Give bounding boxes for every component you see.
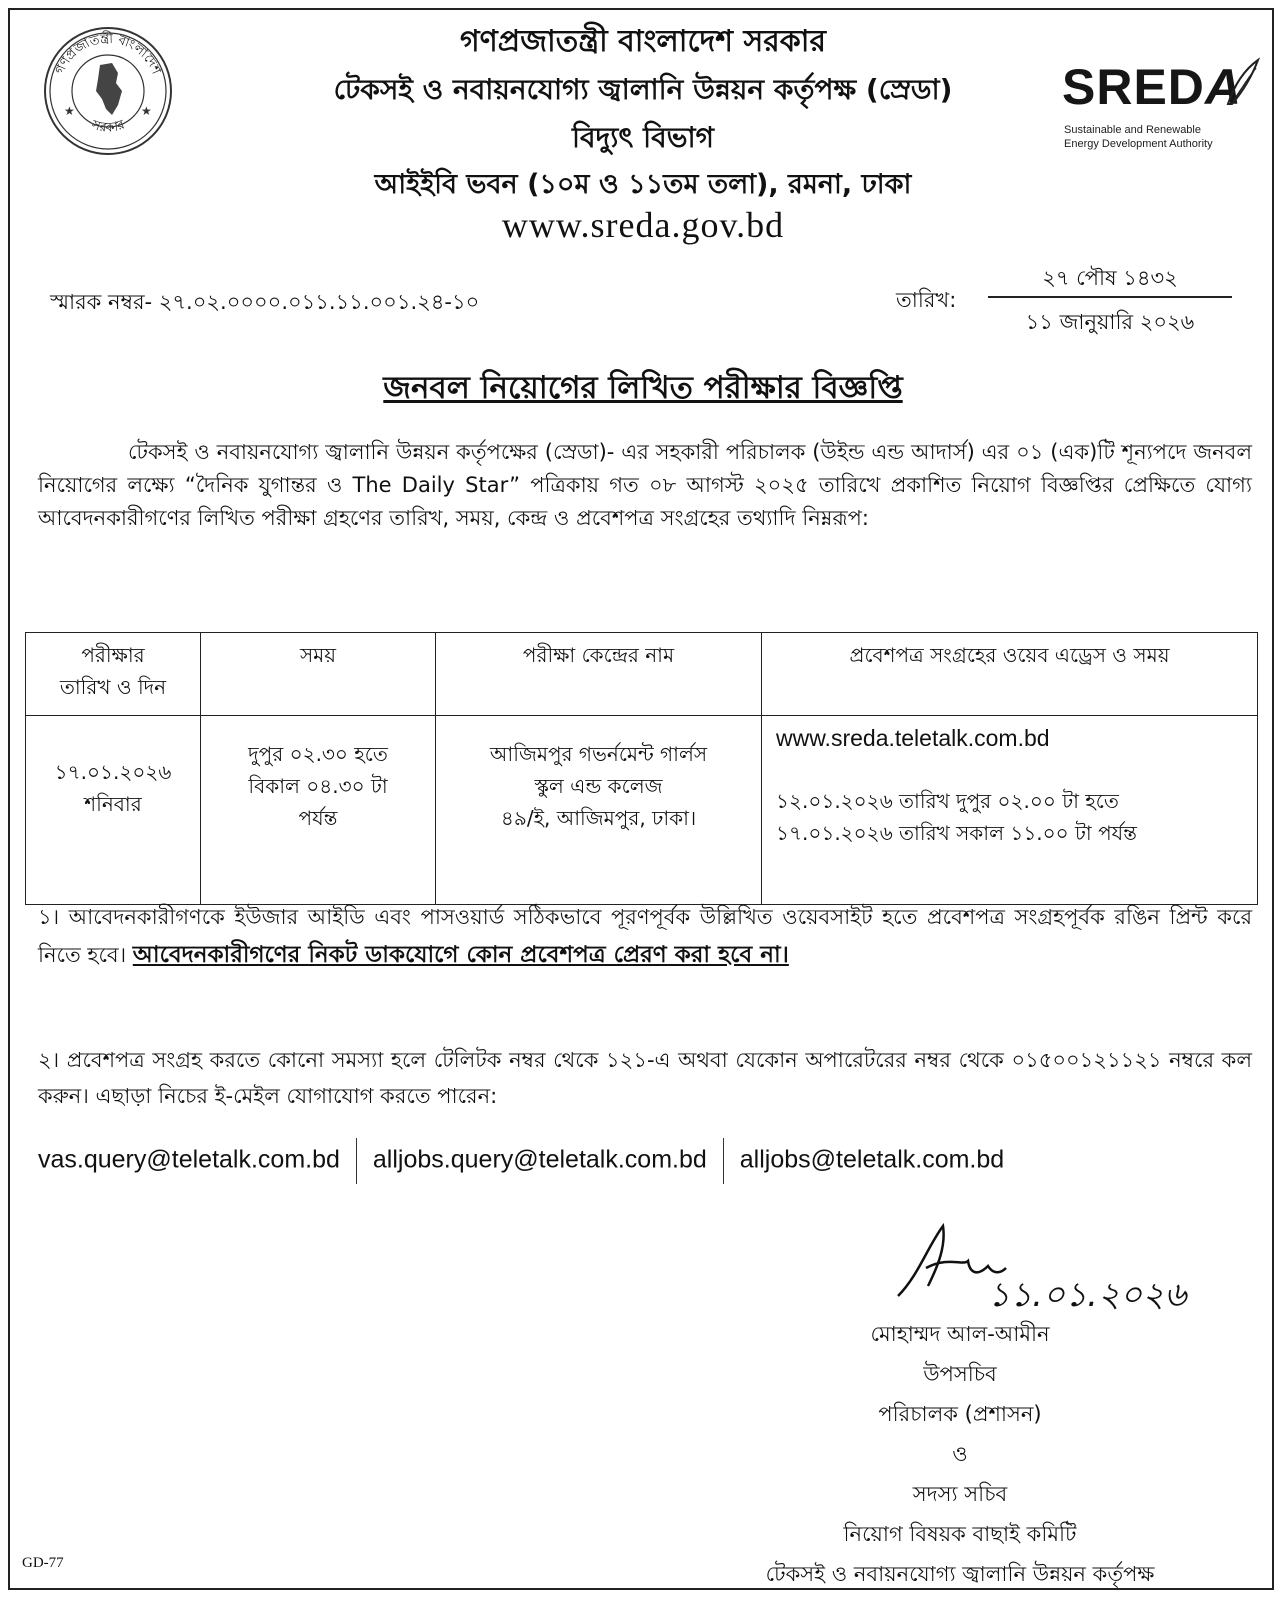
signatory-role-1: পরিচালক (প্রশাসন)	[878, 1402, 1042, 1426]
email-alljobs[interactable]: alljobs@teletalk.com.bd	[739, 1145, 1005, 1174]
note-1-emphasis: আবেদনকারীগণের নিকট ডাকযোগে কোন প্রবেশপত্র প্রেরণ করা হবে না।	[132, 942, 789, 968]
header-date-day: পরীক্ষার তারিখ ও দিন	[26, 633, 201, 716]
sreda-logo	[1062, 52, 1272, 162]
cell-date-day: ১৭.০১.২০২৬ শনিবার	[26, 716, 201, 905]
cell-admit	[762, 716, 1258, 905]
table-row	[26, 716, 1258, 905]
signature-date: ১১.০১.২০২৬	[988, 1275, 1187, 1315]
website-link[interactable]: www.sreda.gov.bd	[501, 205, 785, 245]
note-1-text: ১। আবেদনকারীগণকে ইউজার আইডি এবং পাসওয়ার্ড সঠিকভাবে পূরণপূর্বক উল্লিখিত ওয়েবসাইট হতে প্রবেশপত্র সংগ্রহপূর্বক রঙিন প্রিন্ট করে নিতে হবে।	[38, 905, 1252, 967]
table-header-row	[26, 633, 1258, 716]
logo-leaf-icon	[1222, 56, 1262, 108]
signatory-org: টেকসই ও নবায়নযোগ্য জ্বালানি উন্নয়ন কর্তৃপক্ষ	[765, 1562, 1155, 1586]
seal-bottom-text: সরকার	[89, 117, 127, 136]
intro-paragraph	[38, 436, 1252, 535]
date-divider	[988, 296, 1232, 298]
govt-title: গণপ্রজাতন্ত্রী বাংলাদেশ সরকার	[460, 24, 826, 59]
handwritten-signature	[888, 1216, 1188, 1316]
admit-url-link[interactable]: www.sreda.teletalk.com.bd	[776, 725, 1050, 751]
logo-subtitle-2: Energy Development Authority	[1064, 138, 1213, 150]
note-2: ২। প্রবেশপত্র সংগ্রহ করতে কোনো সমস্যা হলে টেলিটক নম্বর থেকে ১২১-এ অথবা যেকোন অপারেটরের নম্বর থেকে ০১৫০০১২১১২১ নম্বরে কল করুন। এছাড়া নিচের ই-মেইল যোগাযোগ করতে পারেন:	[38, 1048, 1252, 1108]
admit-to: ১৭.০১.২০২৬ তারিখ সকাল ১১.০০ টা পর্যন্ত	[776, 821, 1137, 845]
date-bangla: ২৭ পৌষ ১৪৩২	[1042, 266, 1178, 290]
signatory-committee: নিয়োগ বিষয়ক বাছাই কমিটি	[843, 1522, 1077, 1546]
header-centre: পরীক্ষা কেন্দ্রের নাম	[436, 633, 762, 716]
admit-from: ১২.০১.২০২৬ তারিখ দুপুর ০২.০০ টা হতে	[776, 789, 1119, 813]
email-list	[38, 1138, 1004, 1184]
footer-code: GD-77	[22, 1555, 64, 1571]
date-label: তারিখ:	[896, 288, 957, 312]
svg-text:★: ★	[141, 104, 152, 118]
header-admit: প্রবেশপত্র সংগ্রহের ওয়েব এড্রেস ও সময়	[762, 633, 1258, 716]
note-1	[38, 898, 1252, 974]
division-name: বিদ্যুৎ বিভাগ	[571, 121, 715, 154]
svg-text:★: ★	[64, 104, 75, 118]
signatory-and: ও	[952, 1442, 968, 1466]
authority-name: টেকসই ও নবায়নযোগ্য জ্বালানি উন্নয়ন কর্তৃপক্ষ (স্রেডা)	[333, 73, 953, 106]
signature-block	[730, 1314, 1190, 1594]
intro-text: টেকসই ও নবায়নযোগ্য জ্বালানি উন্নয়ন কর্তৃপক্ষের (স্রেডা)- এর সহকারী পরিচালক (উইন্ড এন্ড আদার্স) এর ০১ (এক)টি শূন্যপদে জনবল নিয়োগের লক্ষ্যে “দৈনিক যুগান্তর ও The Daily Star” পত্রিকায় গত ০৮ আগস্ট ২০২৫ তারিখে প্রকাশিত নিয়োগ বিজ্ঞপ্তির প্রেক্ষিতে যোগ্য আবেদনকারীগণের লিখিত পরীক্ষা গ্রহণের তারিখ, সময়, কেন্দ্র ও প্রবেশপত্র সংগ্রহের তথ্যাদি নিম্নরূপ:	[38, 440, 1252, 530]
office-address: আইইবি ভবন (১০ম ও ১১তম তলা), রমনা, ঢাকা	[374, 169, 912, 200]
email-alljobs-query[interactable]: alljobs.query@teletalk.com.bd	[372, 1145, 707, 1174]
memo-reference: স্মারক নম্বর- ২৭.০২.০০০০.০১১.১১.০০১.২৪-১০	[50, 290, 480, 314]
logo-subtitle-1: Sustainable and Renewable	[1064, 124, 1201, 136]
signatory-designation: উপসচিব	[923, 1362, 997, 1386]
cell-time: দুপুর ০২.৩০ হতে বিকাল ০৪.৩০ টা পর্যন্ত	[201, 716, 436, 905]
cell-centre: আজিমপুর গভর্নমেন্ট গার্লস স্কুল এন্ড কলেজ ৪৯/ই, আজিমপুর, ঢাকা।	[436, 716, 762, 905]
header-time: সময়	[201, 633, 436, 716]
date-english: ১১ জানুয়ারি ২০২৬	[1025, 310, 1195, 334]
signatory-name: মোহাম্মদ আল-আমীন	[870, 1322, 1050, 1346]
exam-schedule-table	[25, 632, 1258, 905]
signatory-role-2: সদস্য সচিব	[912, 1482, 1008, 1506]
email-vas[interactable]: vas.query@teletalk.com.bd	[38, 1145, 340, 1174]
seal-top-text: গণপ্রজাতন্ত্রী বাংলাদেশ	[52, 31, 164, 77]
logo-wordmark: SREDA	[1062, 59, 1243, 115]
notice-title: জনবল নিয়োগের লিখিত পরীক্ষার বিজ্ঞপ্তি	[383, 370, 903, 406]
